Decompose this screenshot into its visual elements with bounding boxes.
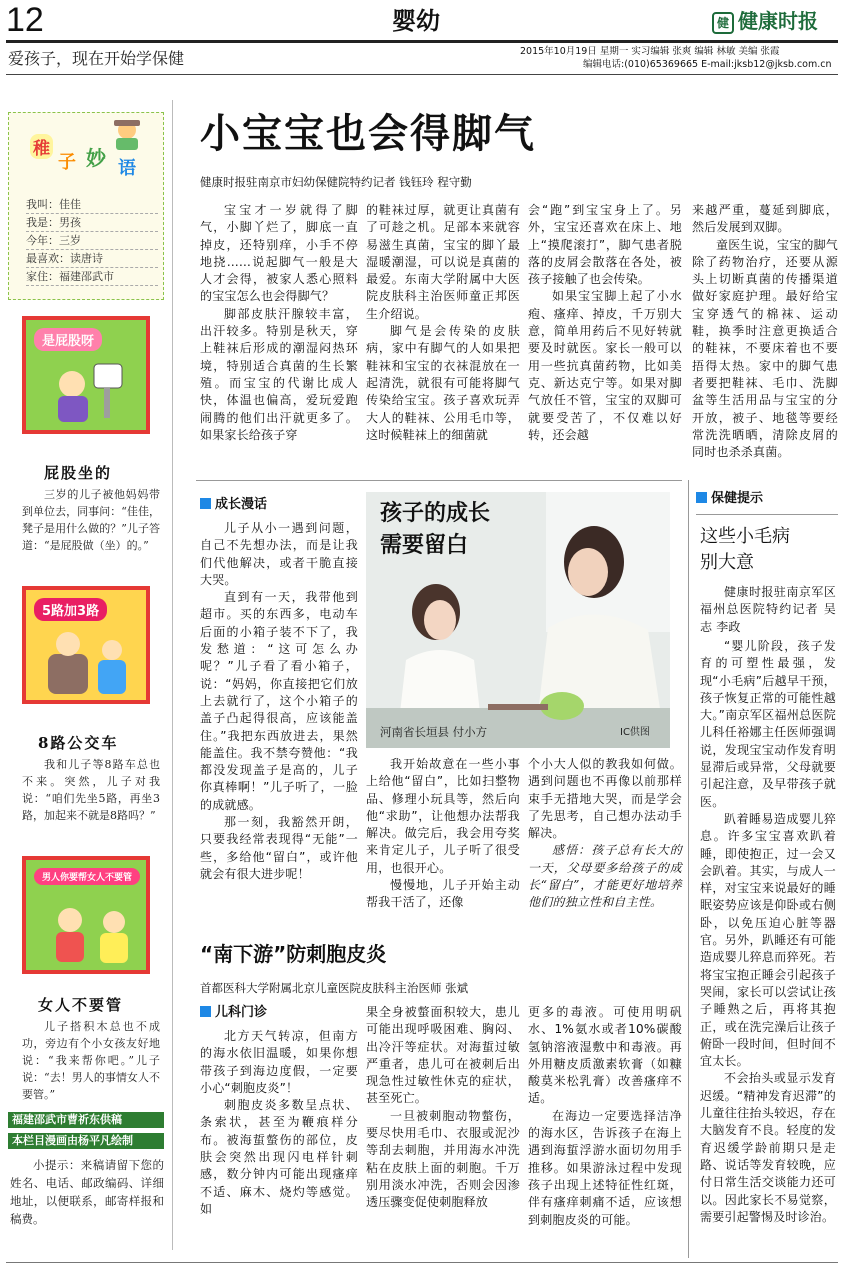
paragraph: 北方天气转凉，但南方的海水依旧温暖，如果你想带孩子到海边度假，一定要小心“刺胞皮炎”！ bbox=[200, 1029, 358, 1095]
sidebar-divider bbox=[172, 100, 173, 1250]
label-square-icon bbox=[696, 492, 707, 503]
profile-home: 家住：福建邵武市 bbox=[26, 268, 158, 286]
comic-2-title: 8路公交车 bbox=[38, 734, 119, 752]
health-tip-section-label bbox=[696, 490, 763, 508]
photo-title-line-1: 孩子的成长 bbox=[380, 501, 491, 526]
label-square-icon bbox=[200, 1006, 211, 1017]
photo-title-line-2: 需要留白 bbox=[380, 533, 469, 558]
comic-3-title: 女人不要管 bbox=[38, 996, 124, 1014]
label-rule bbox=[696, 514, 838, 515]
right-column-divider bbox=[688, 480, 689, 1258]
section-title: 婴幼 bbox=[392, 7, 440, 35]
paragraph: 个小大人似的教我如何做。遇到问题也不再像以前那样束手无措地大哭，而是学会了先思考，自己想办法动手解决。 bbox=[528, 757, 682, 841]
profile-hobby: 最喜欢：读唐诗 bbox=[26, 250, 158, 268]
paragraph: 刺胞皮炎多数呈点状、条索状，甚至为鞭痕样分布。被海蜇螫伤的部位，皮肤会突然出现闪电样针刺感，数分钟内可能出现瘙痒不适、麻木、烧灼等感觉。如 bbox=[200, 1098, 358, 1216]
title-char-4: 语 bbox=[118, 158, 136, 179]
article-1-col-2 bbox=[366, 202, 520, 444]
paragraph: 不会抬头或显示发育迟缓。“精神发育迟滞”的儿童往往抬头较迟，存在大脑发育不良。轻度的发育迟缓学龄前期只是走路、说话等发育较晚，应付日常生活交谈能力还可以。因此家长不易觉察，需要引起警惕及时诊治。 bbox=[700, 1071, 836, 1224]
article-4-headline: “南下游”防刺胞皮炎 bbox=[200, 942, 387, 966]
article-1-col-4 bbox=[692, 202, 838, 461]
article-3-title-line-2: 别大意 bbox=[700, 552, 754, 573]
bus-stop-illustration bbox=[40, 626, 140, 698]
paragraph: 慢慢地，儿子开始主动帮我干活了，还像 bbox=[366, 878, 520, 910]
editor-credits: 2015年10月19日 星期一 实习编辑 张爽 编辑 林敏 美编 张霞 bbox=[520, 46, 780, 57]
article-1-byline: 健康时报驻南京市妇幼保健院特约记者 钱钰玲 程守勤 bbox=[200, 175, 472, 189]
article-4-col-2 bbox=[366, 1004, 520, 1212]
comic-panel-3 bbox=[22, 856, 150, 974]
paragraph: 我开始故意在一些小事上给他“留白”，比如扫整物品、修理小玩具等，然后向他“求助”，让他想办法帮我解决。做完后，我会用夸奖来肯定儿子，儿子听了很受用，也很开心。 bbox=[366, 757, 520, 875]
submission-tip: 小提示：来稿请留下您的姓名、电话、邮政编码、详细地址，以便联系，邮寄样报和稿费。 bbox=[10, 1158, 164, 1226]
paragraph: 趴着睡易造成婴儿猝息。许多宝宝喜欢趴着睡，即使抱正，过一会又会趴着。其实，与成人一样，对宝宝来说最好的睡眠姿势应该是仰卧或右侧卧，以免压迫心脏等器官。另外，趴睡还有可能造成婴儿猝息而猝死。若将宝宝抱正睡会引起孩子哭闹，家长可以尝试让孩子睡熟之后，再将其抱正，或在洗完澡后让孩子俯卧一段时间，但时间不宜太长。 bbox=[700, 811, 836, 1069]
growth-section-label bbox=[200, 496, 267, 514]
paragraph: 直到有一天，我带他到超市。买的东西多，电动车后面的小箱子装不下了，我发愁道：“这可怎么办呢？”儿子看了看小箱子，说：“妈妈，你直接把它们放上去就行了，这个小箱子的盖子凸起得很高，应该能盖住。”我把东西放进去，果然能盖住。我不禁夸赞他：“我都没发现盖子是高的，儿子你真棒啊！”儿子听了，一脸的成就感。 bbox=[200, 590, 358, 812]
paragraph: 那一刻，我豁然开朗，只要我经常表现得“无能”一些，多给他“留白”，或许他就会有很大进步呢！ bbox=[200, 815, 358, 881]
child-reading-icon bbox=[108, 118, 146, 152]
paragraph: 儿子从小一遇到问题，自己不先想办法，而是让我们代他解决，或者干脆直接大哭。 bbox=[200, 521, 358, 587]
paragraph: 会“跑”到宝宝身上了。另外，宝宝还喜欢在床上、地上“摸爬滚打”，脚气患者脱落的皮屑会散落在各处，被孩子接触了也会传染。 bbox=[528, 203, 682, 287]
insight-paragraph: 感悟：孩子总有长大的一天，父母要多给孩子的成长“留白”，才能更好地培养他们的独立性和自主性。 bbox=[528, 843, 682, 910]
label-text: 成长漫话 bbox=[215, 497, 268, 512]
article-1-col-3 bbox=[528, 202, 682, 444]
comic-3-text: 儿子搭积木总也不成功，旁边有个小女孩友好地说：“我来帮你吧。”儿子说：“去！男人的事情女人不要管。” bbox=[22, 1020, 160, 1101]
mother-child-cooking-photo bbox=[366, 492, 670, 748]
profile-age: 今年：三岁 bbox=[26, 232, 158, 250]
article-4-col-3 bbox=[528, 1004, 682, 1229]
title-char-3: 妙 bbox=[86, 146, 106, 170]
article-3-title-line-1: 这些小毛病 bbox=[700, 526, 790, 547]
footer-rule bbox=[6, 1262, 838, 1263]
article-1-col-1 bbox=[200, 202, 358, 444]
comic-2-banner: 5路加3路 bbox=[34, 598, 107, 621]
children-blocks-illustration bbox=[40, 896, 140, 968]
credit-illustrator: 本栏目漫画由杨平凡绘制 bbox=[8, 1133, 164, 1149]
label-text: 儿科门诊 bbox=[215, 1005, 268, 1020]
photo-credit: IC供图 bbox=[620, 727, 650, 738]
profile-gender: 我是：男孩 bbox=[26, 214, 158, 232]
logo-text: 健康时报 bbox=[738, 9, 818, 33]
title-char-1: 稚 bbox=[30, 134, 53, 159]
comic-panel-2 bbox=[22, 586, 150, 704]
paragraph: 果全身被螫面积较大，患儿可能出现呼吸困难、胸闷、出冷汗等症状。对海蜇过敏严重者，患儿可在被刺后出现急性过敏性休克的症状，甚至死亡。 bbox=[366, 1005, 520, 1106]
section-divider bbox=[196, 480, 682, 481]
paragraph: 的鞋袜过厚，就更让真菌有了可趁之机。足部本来就容易滋生真菌，宝宝的脚丫最湿暖潮湿，可以说是真菌的最爱。东南大学附属中大医院皮肤科主治医师童正邦医生介绍说。 bbox=[366, 203, 520, 321]
sidebar-column-title bbox=[26, 118, 146, 182]
comic-1-title: 屁股坐的 bbox=[44, 464, 113, 482]
credit-contributor: 福建邵武市曹祈东供稿 bbox=[8, 1112, 164, 1128]
paragraph: 宝宝才一岁就得了脚气，小脚丫烂了，脚底一直掉皮，还特别痒，小手不停地挠……说起脚气一般是大人才会得，被家人悉心照料的宝宝怎么也会得脚气？ bbox=[200, 203, 358, 304]
paragraph: 一旦被刺胞动物螫伤，要尽快用毛巾、衣服或泥沙等刮去刺胞，并用海水冲洗粘在皮肤上面的刺胞。千万别用淡水冲洗，否则会因渗透压骤变促使刺胞释放 bbox=[366, 1108, 520, 1210]
paragraph: “婴儿阶段，孩子发育的可塑性最强，发现“小毛病”后越早干预，孩子恢复正常的可能性越大。”南京军区福州总医院儿科任裕娜主任医师强调说，发现宝宝动作发育明显滞后或异常，父母就要引起注意，及早带孩子就医。 bbox=[700, 639, 836, 809]
newspaper-logo bbox=[712, 6, 838, 36]
child-stool-illustration bbox=[46, 354, 136, 430]
title-char-2: 子 bbox=[58, 152, 76, 173]
paragraph: 如果宝宝脚上起了小水疱、瘙痒、掉皮，千万别大意，简单用药后不见好转就要及时就医。家长一般可以用一些抗真菌药物，比如美克、新达克宁等。如果对脚气放任不管，宝宝的双脚可就要受苦了，不仅难以好转，还会越 bbox=[528, 289, 682, 442]
paragraph: 脚部皮肤汗腺较丰富，出汗较多。特别是秋天，穿上鞋袜后形成的潮湿闷热环境，特别适合真菌的生长繁殖。而宝宝的代谢比成人快，体温也偏高，爱玩爱跑闹腾的他们出汗就更多了。如果家长给孩子穿 bbox=[200, 306, 358, 442]
article-3-body bbox=[700, 638, 836, 1226]
comic-1-banner: 是屁股呀 bbox=[34, 328, 102, 351]
child-profile bbox=[26, 196, 158, 292]
comic-3-banner: 男人你要帮女人不要管 bbox=[34, 868, 140, 885]
comic-panel-1 bbox=[22, 316, 150, 434]
header-rule-thin bbox=[6, 74, 838, 75]
editor-contact: 编辑电话:(010)65369665 E-mail:jksb12@jksb.com.cn bbox=[583, 59, 832, 70]
pediatric-section-label bbox=[200, 1004, 267, 1022]
paragraph: 童医生说，宝宝的脚气除了药物治疗，还要从源头上切断真菌的传播渠道做好家庭护理。最好给宝宝穿透气的棉袜、运动鞋，换季时注意更换适合的鞋袜，不要床着也不要捂得太热。家中的脚气患者要把鞋袜、毛巾、洗脚盆等生活用品与宝宝的分开放，被子、地毯等要经常洗洗晒晒，清除皮屑的同时也杀杀真菌。 bbox=[692, 237, 839, 460]
article-4-byline: 首都医科大学附属北京儿童医院皮肤科主治医师 张斌 bbox=[200, 981, 469, 995]
paragraph: 更多的毒液。可使用明矾水、1%氨水或者10%碳酸氢钠溶液湿敷中和毒液。再外用糖皮质激素软膏（如糠酸莫米松乳膏）改善瘙痒不适。 bbox=[528, 1005, 682, 1106]
article-2-col-2 bbox=[366, 756, 520, 912]
comic-1-text: 三岁的儿子被他妈妈带到单位去，同事问：“佳佳，凳子是用什么做的？”儿子答道：“是屁股做（坐）的。” bbox=[22, 488, 160, 552]
paragraph: 脚气是会传染的皮肤病，家中有脚气的人如果把鞋袜和宝宝的衣袜混放在一起清洗，就很有可能将脚气传染给宝宝。孩子喜欢玩弄大人的鞋袜、公用毛巾等，这时候鞋袜上的细菌就 bbox=[366, 324, 520, 442]
article-4-col-1 bbox=[200, 1028, 358, 1218]
header-rule bbox=[6, 40, 838, 43]
label-text: 保健提示 bbox=[711, 491, 764, 506]
paragraph: 来越严重，蔓延到脚底，然后发展到双脚。 bbox=[692, 203, 838, 235]
profile-name: 我叫：佳佳 bbox=[26, 196, 158, 214]
logo-icon: 健 bbox=[712, 12, 734, 34]
page-slogan: 爱孩子，现在开始学保健 bbox=[8, 49, 185, 68]
paragraph: 在海边一定要选择洁净的海水区，告诉孩子在海上遇到海蜇浮游水面切勿用手推移。如果游泳过程中发现孩子出现上述特征性红斑，伴有瘙痒刺痛不适，应该想到刺胞皮炎的可能。 bbox=[528, 1108, 682, 1227]
page-number: 12 bbox=[6, 1, 44, 39]
label-square-icon bbox=[200, 498, 211, 509]
photo-author: 河南省长垣县 付小方 bbox=[380, 725, 488, 739]
comic-2-text: 我和儿子等8路车总也不来。突然，儿子对我说：“咱们先坐5路，再坐3路，加起来不就是8路吗？” bbox=[22, 758, 160, 822]
article-3-byline: 健康时报驻南京军区福州总医院特约记者 吴志 李政 bbox=[700, 585, 836, 634]
article-2-col-1 bbox=[200, 520, 358, 883]
article-1-headline: 小宝宝也会得脚气 bbox=[200, 111, 536, 157]
article-2-col-3 bbox=[528, 756, 682, 912]
